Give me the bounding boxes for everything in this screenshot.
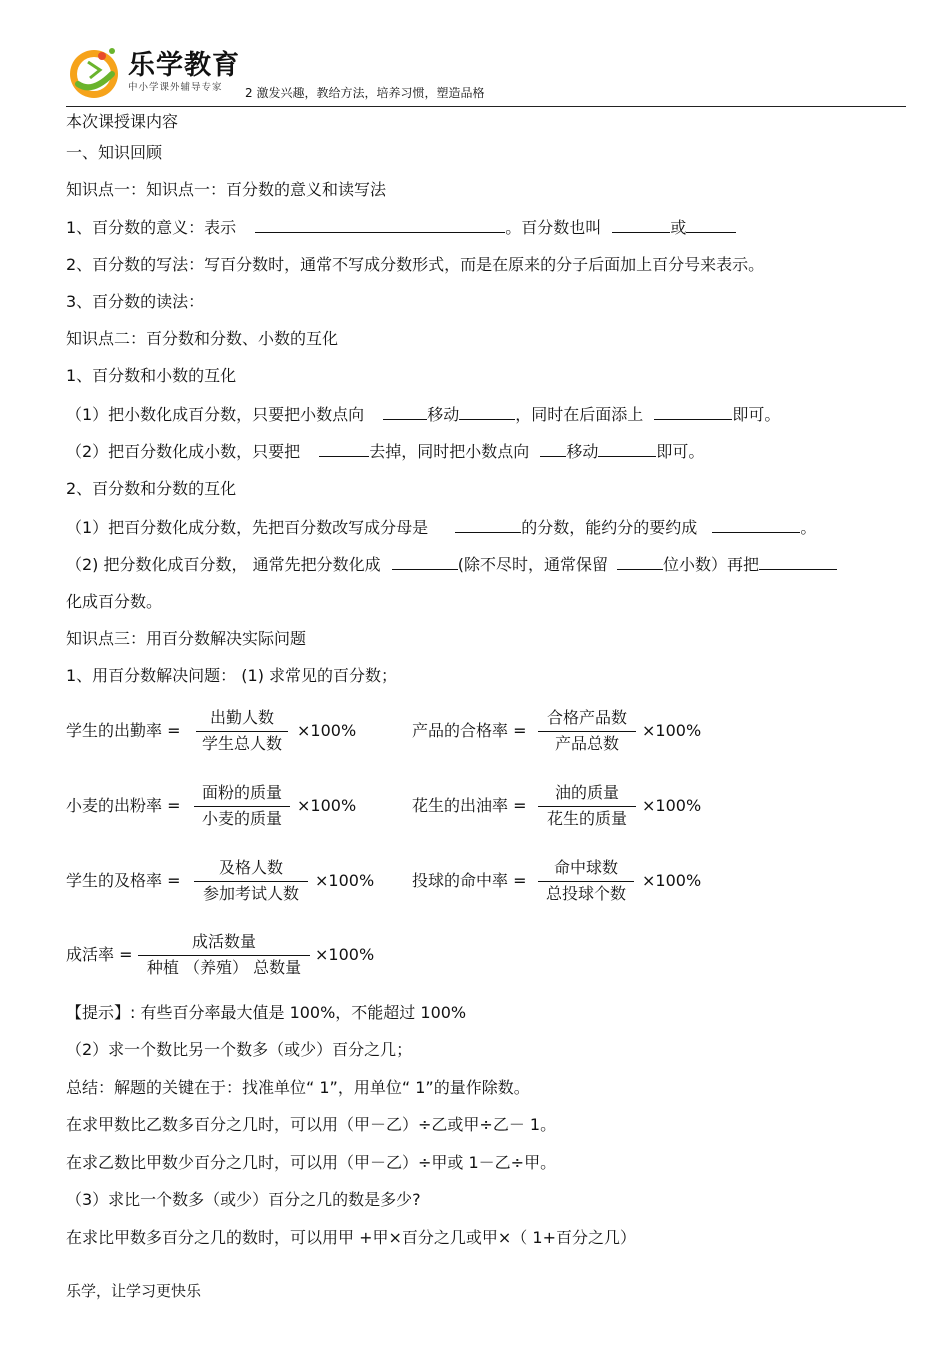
- fraction-numerator: 合格产品数: [546, 708, 627, 727]
- fraction-numerator: 及格人数: [218, 858, 283, 877]
- fraction-denominator: 小麦的质量: [201, 809, 282, 828]
- fraction: [138, 932, 310, 978]
- tip-note: 【提示】: 有些百分率最大值是 100%，不能超过 100%: [66, 1003, 467, 1022]
- fraction-denominator: 学生总人数: [201, 734, 282, 753]
- fraction: [196, 708, 288, 754]
- fill-blank[interactable]: [383, 404, 427, 420]
- kp1-item-2: 2、百分数的写法：写百分数时，通常不写成分数形式，而是在原来的分子后面加上百分号来表示。: [66, 255, 765, 274]
- formula-label: 学生的出勤率 =: [66, 721, 181, 740]
- kp2-item-2a: [66, 517, 816, 538]
- kp2-item-1b: [66, 441, 704, 462]
- fraction: [194, 858, 308, 904]
- formula-label: 学生的及格率 =: [66, 871, 181, 890]
- kp2-2b-text-a: （2) 把分数化成百分数， 通常先把分数化成: [66, 555, 381, 574]
- fill-blank[interactable]: [540, 441, 566, 457]
- fraction-denominator: 产品总数: [554, 734, 619, 753]
- kp2-item-2b: [66, 554, 837, 575]
- kp2-2b-text-c: 位小数）再把: [663, 555, 760, 574]
- lesson-title: 本次课授课内容: [66, 112, 179, 131]
- formula-multiplier: ×100%: [297, 721, 357, 740]
- fraction-numerator: 成活数量: [191, 932, 256, 951]
- fraction-numerator: 命中球数: [553, 858, 618, 877]
- kp2-item-1a: [66, 404, 780, 425]
- kp2-1a-text-c: ，同时在后面添上: [515, 405, 644, 424]
- formula-label: 产品的合格率 =: [412, 721, 527, 740]
- fraction-bar: [194, 806, 290, 807]
- formula-multiplier: ×100%: [642, 796, 702, 815]
- knowledge-point-2: 知识点二：百分数和分数、小数的互化: [66, 329, 339, 348]
- knowledge-point-1: 知识点一：知识点一：百分数的意义和读写法: [66, 180, 387, 199]
- kp3-item-2: （2）求一个数比另一个数多（或少）百分之几；: [66, 1040, 413, 1059]
- formula-label: 投球的命中率 =: [412, 871, 527, 890]
- fraction-denominator: 参加考试人数: [202, 884, 299, 903]
- kp1-item-3: 3、百分数的读法：: [66, 292, 205, 311]
- fraction-denominator: 总投球个数: [545, 884, 626, 903]
- fill-blank[interactable]: [712, 517, 800, 533]
- fill-blank[interactable]: [759, 554, 837, 570]
- kp3-item-3: （3）求比一个数多（或少）百分之几的数是多少?: [66, 1190, 421, 1209]
- fraction-bar: [194, 881, 308, 882]
- fraction-numerator: 油的质量: [554, 783, 619, 802]
- formula-multiplier: ×100%: [642, 871, 702, 890]
- fraction-bar: [538, 881, 634, 882]
- formula-multiplier: ×100%: [297, 796, 357, 815]
- kp2-1b-text-a: （2）把百分数化成小数，只要把: [66, 442, 301, 461]
- fill-blank[interactable]: [654, 404, 732, 420]
- method-line: 在求比甲数多百分之几的数时，可以用甲 +甲×百分之几或甲×（ 1+百分之几）: [66, 1228, 636, 1247]
- fill-blank[interactable]: [319, 441, 369, 457]
- section-heading: 一、知识回顾: [66, 143, 163, 162]
- kp1-text-b: 。百分数也叫: [505, 218, 602, 237]
- kp3-item-1: 1、用百分数解决问题： (1) 求常见的百分数；: [66, 666, 398, 685]
- fill-blank[interactable]: [686, 217, 736, 233]
- knowledge-point-3: 知识点三：用百分数解决实际问题: [66, 629, 307, 648]
- fraction-denominator: 种植 （养殖） 总数量: [146, 958, 302, 977]
- method-line: 在求乙数比甲数少百分之几时，可以用（甲－乙）÷甲或 1－乙÷甲。: [66, 1153, 557, 1172]
- logo-icon: [66, 44, 126, 100]
- kp2-1a-text-d: 即可。: [732, 405, 781, 424]
- fraction-numerator: 面粉的质量: [201, 783, 282, 802]
- fill-blank[interactable]: [617, 554, 663, 570]
- kp1-text-c: 或: [670, 218, 687, 237]
- kp2-1b-text-b: 去掉，同时把小数点向: [369, 442, 530, 461]
- fraction-bar: [196, 731, 288, 732]
- fill-blank[interactable]: [455, 517, 521, 533]
- formula-label: 花生的出油率 =: [412, 796, 527, 815]
- formula-label: 成活率 =: [66, 945, 133, 964]
- formula-label: 小麦的出粉率 =: [66, 796, 181, 815]
- kp2-2a-text-b: 的分数，能约分的要约成: [521, 518, 698, 537]
- fraction-bar: [138, 955, 310, 956]
- brand-name: 乐学教育: [128, 50, 240, 81]
- fraction: [538, 783, 636, 829]
- fraction-bar: [538, 731, 636, 732]
- formula-multiplier: ×100%: [315, 871, 375, 890]
- kp2-2a-text-a: （1）把百分数化成分数，先把百分数改写成分母是: [66, 518, 429, 537]
- kp2-item-2: 2、百分数和分数的互化: [66, 479, 237, 498]
- kp1-text-a: 1、百分数的意义：表示: [66, 218, 237, 237]
- header-slogan: 2 激发兴趣，教给方法，培养习惯，塑造品格: [245, 86, 485, 100]
- header-divider: [66, 106, 906, 107]
- fraction-denominator: 花生的质量: [546, 809, 627, 828]
- brand-subtitle: 中小学课外辅导专家: [128, 82, 223, 93]
- fraction: [538, 858, 634, 904]
- kp2-2a-text-c: 。: [800, 518, 817, 537]
- fill-blank[interactable]: [598, 441, 656, 457]
- fill-blank[interactable]: [459, 404, 515, 420]
- page-footer: 乐学，让学习更快乐: [66, 1282, 202, 1300]
- kp1-item-1: [66, 217, 736, 238]
- formula-multiplier: ×100%: [315, 945, 375, 964]
- kp2-1b-text-d: 即可。: [656, 442, 705, 461]
- kp2-1a-text-b: 移动: [427, 405, 460, 424]
- fraction-bar: [538, 806, 636, 807]
- formula-multiplier: ×100%: [642, 721, 702, 740]
- summary-text: 总结：解题的关键在于：找准单位“ 1”，用单位“ 1”的量作除数。: [66, 1078, 530, 1097]
- fraction: [194, 783, 290, 829]
- kp2-item-2b-cont: 化成百分数。: [66, 592, 163, 611]
- fill-blank[interactable]: [392, 554, 458, 570]
- kp2-1a-text-a: （1）把小数化成百分数，只要把小数点向: [66, 405, 365, 424]
- method-line: 在求甲数比乙数多百分之几时，可以用（甲－乙）÷乙或甲÷乙－ 1。: [66, 1115, 557, 1134]
- kp2-1b-text-c: 移动: [566, 442, 599, 461]
- kp2-item-1: 1、百分数和小数的互化: [66, 366, 237, 385]
- fraction: [538, 708, 636, 754]
- fill-blank[interactable]: [612, 217, 670, 233]
- fill-blank[interactable]: [255, 217, 505, 233]
- kp2-2b-text-b: (除不尽时，通常保留: [457, 555, 608, 574]
- fraction-numerator: 出勤人数: [209, 708, 274, 727]
